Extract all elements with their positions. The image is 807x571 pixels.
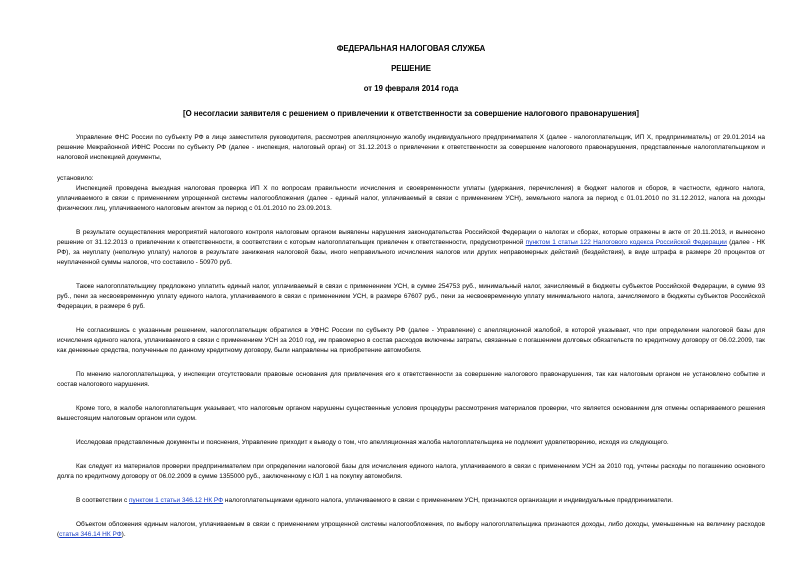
paragraph-audit: Инспекцией проведена выездная налоговая проверка ИП X по вопросам правильности исчисления и своевременности уплаты (удержания, перечисления) в бюджет налогов и сборов, в частности, единого налога, уплачиваемого в связи с применением упрощенной системы налогообложения (далее - единый налог, уплачиваемый в связи с применением УСН), земельного налога за период с 01.01.2010 по 31.12.2012, налога на доходы физических лиц, уплачиваемого налоговым агентом за период с 01.01.2010 по 23.09.2013.: [57, 185, 765, 212]
paragraph-taxpayers-text-b: налогоплательщиками единого налога, уплачиваемого в связи с применением УСН, признаются организации и индивидуальные предприниматели.: [223, 497, 673, 504]
paragraph-results-text-b: (далее - НК РФ), за неуплату (неполную уплату) налогов в результате занижения налоговой базы, иного неправильного исчисления налогов или других неправомерных действий (бездействия), в виде штрафа в размере 20 процентов от неуплаченной суммы налогов, что составило - 50970 руб.: [57, 239, 765, 266]
paragraph-object-text-b: ).: [121, 531, 126, 538]
document-subject: [О несогласии заявителя с решением о привлечении к ответственности за совершение налогового правонарушения]: [182, 109, 640, 118]
agency-title: ФЕДЕРАЛЬНАЯ НАЛОГОВАЯ СЛУЖБА: [336, 44, 486, 53]
established-label: установило:: [57, 175, 94, 182]
link-article-346-14[interactable]: статья 346.14 НК РФ: [59, 531, 122, 538]
paragraph-intro: Управление ФНС России по субъекту РФ в лице заместителя руководителя, рассмотрев апелляционную жалобу индивидуального предпринимателя X (далее - налогоплательщик, ИП X, предприниматель) от 29.01.2014 на решение Межрайонной ИФНС России по субъекту РФ (далее - инспекция, налоговый орган) от 31.12.2013 о привлечении к ответственности за совершение налогового правонарушения, представленные налогоплательщиком и налоговой инспекцией документы,: [57, 134, 765, 161]
paragraph-procedure: Кроме того, в жалобе налогоплательщик указывает, что налоговым органом нарушены существенные условия процедуры рассмотрения материалов проверки, что является основанием для отмены оспариваемого решения вышестоящим налоговым органом или судом.: [57, 405, 765, 422]
paragraph-results: [57, 228, 765, 268]
paragraph-expenses: Как следует из материалов проверки предпринимателем при определении налоговой базы для исчисления единого налога, уплачиваемого в связи с применением УСН за 2010 год, учтены расходы по погашению основного долга по кредитному договору от 06.02.2009 в сумме 1355000 руб., заключенному с ЮЛ 1 на покупку автомобиля.: [57, 463, 765, 480]
paragraph-object: [57, 520, 765, 540]
document-type: РЕШЕНИЕ: [391, 64, 431, 73]
link-article-346-12[interactable]: пунктом 1 статьи 346.12 НК РФ: [129, 497, 224, 504]
paragraph-opinion: По мнению налогоплательщика, у инспекции отсутствовали правовые основания для привлечения его к ответственности за совершение налогового правонарушения, так как налоговым органом не установлено событие и состав налогового нарушения.: [57, 371, 765, 388]
paragraph-results-text-a: В результате осуществления мероприятий налогового контроля налоговым органом выявлены нарушения законодательства Российской Федерации о налогах и сборах, которые отражены в акте от 20.11.2013, и вынесено решение от 31.12.2013 о привлечении к ответственности, в соответствии с которым налогоплательщик привлечен к ответственности, предусмотренной: [57, 229, 765, 246]
paragraph-taxpayers-text-a: В соответствии с: [76, 497, 130, 504]
paragraph-appeal: Не согласившись с указанным решением, налогоплательщик обратился в УФНС России по субъекту РФ (далее - Управление) с апелляционной жалобой, в которой указывает, что при определении налоговой базы для исчисления единого налога, уплачиваемого в связи с применением УСН за 2010 год, им правомерно в состав расходов включены затраты, связанные с погашением долговых обязательств по кредитному договору от 06.02.2009, так как денежные средства, полученные по данному кредитному договору, были направлены на приобретение автомобиля.: [57, 327, 765, 354]
link-article-122[interactable]: пунктом 1 статьи 122 Налогового кодекса Российской Федерации: [525, 239, 727, 246]
document-date: от 19 февраля 2014 года: [363, 84, 459, 93]
paragraph-amounts: Также налогоплательщику предложено уплатить единый налог, уплачиваемый в связи с применением УСН, в сумме 254753 руб., минимальный налог, зачисляемый в бюджеты субъектов Российской Федерации, в сумме 93 руб., пени за несвоевременную уплату единого налога, уплачиваемого в связи с применением УСН, в размере 67607 руб., пени за несвоевременную уплату минимального налога, зачисляемого в бюджеты субъектов Российской Федерации, в размере 6 руб.: [57, 283, 765, 310]
paragraph-object-text-a: Объектом обложения единым налогом, уплачиваемым в связи с применением упрощенной системы налогообложения, по выбору налогоплательщика признаются доходы, либо доходы, уменьшенные на величину расходов (: [57, 521, 765, 538]
paragraph-conclusion: Исследовав представленные документы и пояснения, Управление приходит к выводу о том, что апелляционная жалоба налогоплательщика не подлежит удовлетворению, исходя из следующего.: [76, 439, 669, 446]
paragraph-taxpayers: [57, 496, 765, 506]
